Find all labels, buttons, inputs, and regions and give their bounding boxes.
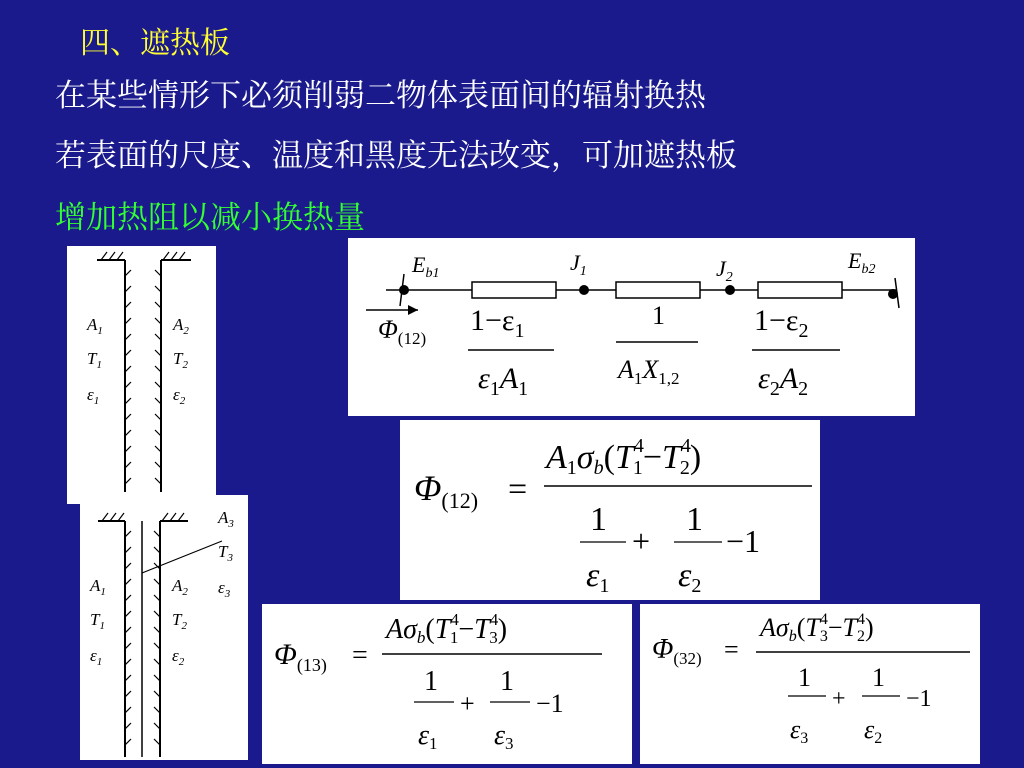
wall1-emissivity-label: $\varepsilon_1$ [87,385,100,407]
wall2-area-label: $A_2$ [173,315,189,337]
svg-text:ε2: ε2 [864,715,883,747]
svg-text:=: = [508,471,528,508]
wall1-area-label: $A_1$ [87,315,103,337]
label-j2: $J_2$ [716,256,733,285]
resistor-2 [616,282,700,298]
shield-wall1-temp-label: $T_1$ [90,610,105,632]
svg-text:ε3: ε3 [790,715,809,747]
svg-text:ε2: ε2 [678,557,702,597]
r3-numerator: $1-\varepsilon_2$ [754,304,809,342]
svg-text:1: 1 [798,663,811,692]
svg-text:ε1: ε1 [586,557,610,597]
shield-area-label: $A_3$ [218,508,234,530]
svg-text:+: + [460,689,475,718]
walls-with-shield-figure [80,495,248,760]
svg-text:Φ(13): $\Phi_{(13)}$ [274,638,327,675]
svg-text:+: + [632,523,651,559]
body-line-1: 在某些情形下必须削弱二物体表面间的辐射换热 [55,78,706,114]
svg-text:−1: −1 [536,689,564,718]
svg-text:−1: −1 [906,686,932,712]
shield-wall2-temp-label: $T_2$ [172,610,187,632]
label-flux: $\Phi_{(12)}$ [378,315,427,348]
shield-emissivity-label: $\varepsilon_3$ [218,578,231,600]
shield-wall1-emissivity-label: $\varepsilon_1$ [90,646,103,668]
highlight-line: 增加热阻以减小换热量 [55,200,365,236]
svg-text:1: 1 [872,663,885,692]
wall1-temp-label: $T_1$ [87,349,102,371]
shield-wall2-area-label: $A_2$ [172,576,188,598]
r2-denominator: $A_1X_{1,2}$ [618,355,680,388]
two-walls-figure [67,246,216,504]
r2-numerator: 1 [652,301,665,330]
label-eb1: $E_{b1}$ [412,252,440,281]
shield-wall2-emissivity-label: $\varepsilon_2$ [172,646,185,668]
svg-text:Φ(12): $\Phi_{(12)}$ [414,468,479,513]
svg-text:1: 1 [500,666,514,697]
svg-text:1: 1 [686,501,703,538]
r1-denominator: $\varepsilon_1A_1$ [478,362,529,400]
wall2-emissivity-label: $\varepsilon_2$ [173,385,186,407]
node-j1 [579,285,589,295]
svg-text:Aσb(T43−T42): $A\sigma b(T^4$ $3-T^4$ 2) [760,611,874,645]
svg-text:ε3: ε3 [494,720,514,753]
svg-text:+: + [832,686,846,712]
shield-wall1-area-label: $A_1$ [90,576,106,598]
equation-phi12 [400,420,820,600]
resistance-network-figure [348,238,915,416]
resistor-3 [758,282,842,298]
svg-text:=: = [724,635,739,664]
node-eb1 [399,285,409,295]
svg-text:1: 1 [590,501,607,538]
svg-text:A1σb(T41−T42): $A1\sigma b(T^4$ $1-T^4$ 2) [546,435,702,479]
shield-temp-label: $T_3$ [218,542,233,564]
label-eb2: $E_{b2}$ [848,248,876,277]
wall2-temp-label: $T_2$ [173,349,188,371]
r3-denominator: $\varepsilon_2A_2$ [758,362,809,400]
resistor-1 [472,282,556,298]
equation-phi13 [262,604,632,764]
slide-title: 四、遮热板 [80,26,230,61]
svg-text:ε1: ε1 [418,720,438,753]
svg-text:Aσb(T41−T43): $A\sigma b(T^4$ $1-T^4$ 3) [386,610,508,647]
svg-text:=: = [352,640,368,671]
node-j2 [725,285,735,295]
label-j1: $J_1$ [570,250,587,279]
body-line-2: 若表面的尺度、温度和黑度无法改变，可加遮热板 [55,138,737,174]
svg-text:1: 1 [424,666,438,697]
svg-text:−1: −1 [726,523,761,559]
svg-text:Φ(32): $\Phi_{(32)}$ [652,634,702,668]
equation-phi32 [640,604,980,764]
r1-numerator: $1-\varepsilon_1$ [470,304,525,342]
